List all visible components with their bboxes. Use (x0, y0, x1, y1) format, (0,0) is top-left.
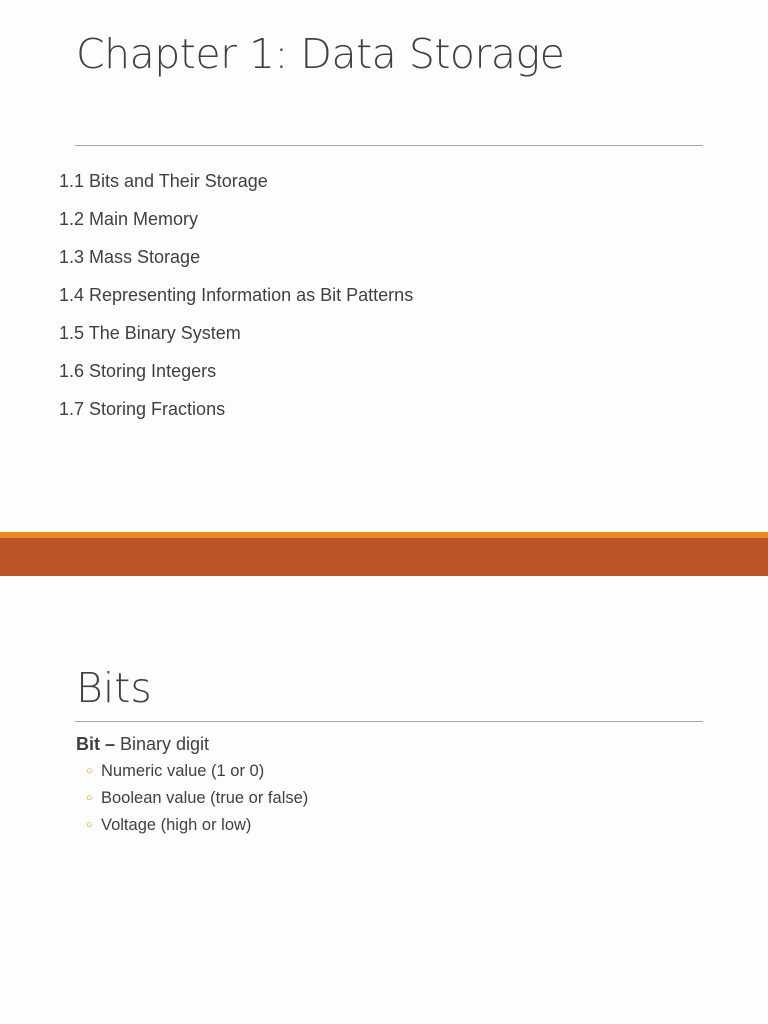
slide-title: Chapter 1: Data Storage (76, 30, 565, 78)
list-item (86, 758, 308, 785)
toc-item: 1.1 Bits and Their Storage (59, 171, 268, 191)
bullet-text: Numeric value (1 or 0) (101, 762, 265, 780)
term-definition: Binary digit (115, 734, 210, 754)
title-divider (75, 721, 703, 722)
list-item (86, 785, 308, 812)
slide-separator-band (0, 538, 768, 576)
circle-bullet-icon: ○ (86, 819, 93, 831)
toc-item: 1.6 Storing Integers (59, 361, 217, 381)
slide-title: Bits (76, 664, 152, 712)
circle-bullet-icon: ○ (86, 792, 93, 804)
list-item (86, 812, 308, 839)
toc-item: 1.2 Main Memory (59, 209, 199, 229)
slide-bits (0, 576, 768, 1024)
toc-item: 1.3 Mass Storage (59, 247, 201, 267)
term-label: Bit – (76, 734, 116, 754)
circle-bullet-icon: ○ (86, 765, 93, 777)
toc-item: 1.7 Storing Fractions (59, 399, 226, 419)
table-of-contents (59, 162, 413, 428)
bit-definition (76, 734, 209, 755)
title-divider (75, 145, 703, 146)
toc-item: 1.4 Representing Information as Bit Patterns (59, 285, 414, 305)
bit-bullet-list (86, 758, 308, 839)
bullet-text: Voltage (high or low) (101, 816, 252, 834)
toc-item: 1.5 The Binary System (59, 323, 241, 343)
bullet-text: Boolean value (true or false) (101, 789, 309, 807)
